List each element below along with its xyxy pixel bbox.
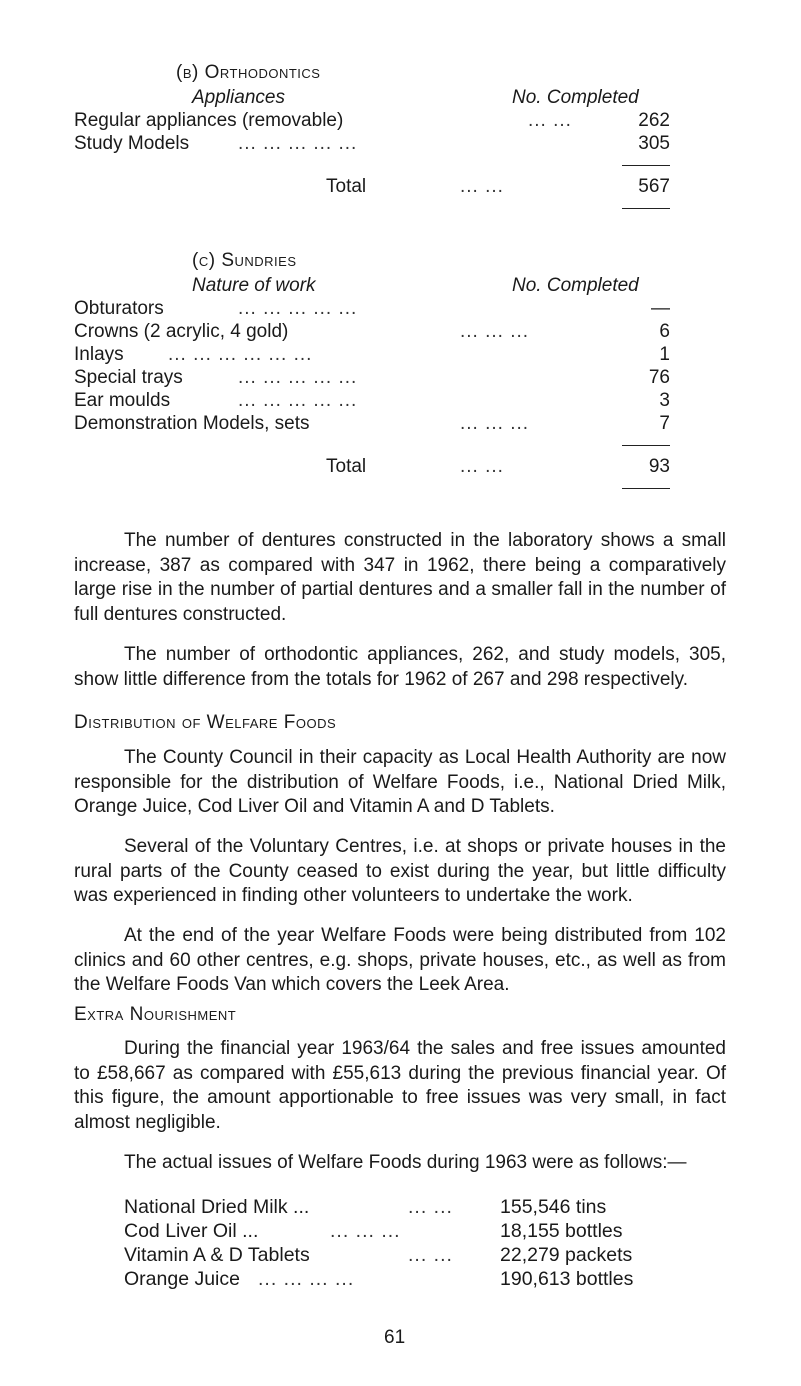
sundries-row-dots: ... ... ... ... ... bbox=[238, 298, 358, 319]
sundries-row-value: 3 bbox=[659, 390, 670, 411]
ortho-row-dots: ... ... ... ... ... bbox=[238, 133, 358, 154]
orthodontics-heading: (b) Orthodontics bbox=[176, 62, 321, 83]
ortho-total-rule-bottom bbox=[622, 208, 670, 209]
sundries-col-nature: Nature of work bbox=[192, 275, 316, 296]
sundries-row-dots: ... ... ... bbox=[460, 413, 530, 434]
issue-item: Vitamin A & D Tablets bbox=[124, 1244, 310, 1266]
paragraph-distribution-points: At the end of the year Welfare Foods were being distributed from 102 clinics and 60 other centres, e.g. shops, private houses, etc., as well as from the Welfare Foods Van which covers the Leek Area. bbox=[74, 925, 726, 996]
paragraph-financial-year: During the financial year 1963/64 the sales and free issues amounted to £58,667 as compared with £55,613 during the previous financial year. Of this figure, the amount apportionable to free issues was very small, in fact almost negligible. bbox=[74, 1038, 726, 1133]
sundries-row-label: Ear moulds bbox=[74, 390, 171, 411]
issue-amount: 155,546 tins bbox=[500, 1196, 607, 1218]
orthodontics-col-appliances: Appliances bbox=[192, 87, 285, 108]
sundries-col-completed: No. Completed bbox=[512, 275, 639, 296]
issue-item: National Dried Milk ... bbox=[124, 1196, 310, 1218]
paragraph-actual-issues: The actual issues of Welfare Foods during 1963 were as follows:— bbox=[124, 1152, 687, 1173]
sundries-total-dots: ... ... bbox=[460, 456, 504, 477]
issue-item: Cod Liver Oil ... bbox=[124, 1220, 259, 1242]
sundries-total-value: 93 bbox=[648, 456, 670, 477]
ortho-total-rule-top bbox=[622, 165, 670, 166]
sundries-row-label: Obturators bbox=[74, 298, 164, 319]
ortho-row-label: Regular appliances (removable) bbox=[74, 110, 344, 131]
issue-amount: 18,155 bottles bbox=[500, 1220, 623, 1242]
page-number: 61 bbox=[384, 1327, 406, 1348]
issue-amount: 190,613 bottles bbox=[500, 1268, 634, 1290]
issue-dots: ... ... ... bbox=[330, 1220, 401, 1242]
ortho-row-dots: ... ... bbox=[528, 110, 572, 131]
issue-dots: ... ... bbox=[408, 1244, 453, 1266]
sundries-heading: (c) Sundries bbox=[192, 250, 297, 271]
ortho-total-value: 567 bbox=[638, 176, 670, 197]
sundries-row-value: 6 bbox=[659, 321, 670, 342]
sundries-row-dots: ... ... ... bbox=[460, 321, 530, 342]
section-heading-extra-nourishment: Extra Nourishment bbox=[74, 1004, 237, 1025]
sundries-row-value: — bbox=[651, 298, 670, 319]
ortho-total-label: Total bbox=[326, 176, 367, 197]
paragraph-dentures: The number of dentures constructed in the laboratory shows a small increase, 387 as compared with 347 in 1962, there being a comparatively large rise in the number of partial dentures and a smaller fall in the number of full dentures constructed. bbox=[74, 530, 726, 625]
paragraph-county-council: The County Council in their capacity as Local Health Authority are now responsible for the distribution of Welfare Foods, i.e., National Dried Milk, Orange Juice, Cod Liver Oil and Vitamin A and D Tablets. bbox=[74, 747, 726, 818]
sundries-total-rule-top bbox=[622, 445, 670, 446]
sundries-row-dots: ... ... ... ... ... ... bbox=[168, 344, 313, 365]
section-heading-welfare-foods: Distribution of Welfare Foods bbox=[74, 712, 337, 733]
sundries-row-value: 7 bbox=[659, 413, 670, 434]
sundries-row-dots: ... ... ... ... ... bbox=[238, 390, 358, 411]
paragraph-orthodontic-appliances: The number of orthodontic appliances, 262, and study models, 305, show little difference from the totals for 1962 of 267 and 298 respectively. bbox=[74, 644, 726, 690]
sundries-row-label: Inlays bbox=[74, 344, 124, 365]
issue-dots: ... ... bbox=[408, 1196, 453, 1218]
orthodontics-col-completed: No. Completed bbox=[512, 87, 639, 108]
sundries-total-label: Total bbox=[326, 456, 367, 477]
ortho-row-value: 262 bbox=[638, 110, 670, 131]
paragraph-voluntary-centres: Several of the Voluntary Centres, i.e. at shops or private houses in the rural parts of the County ceased to exist during the year, but little difficulty was experienced in finding other volunteers to undertake the work. bbox=[74, 836, 726, 907]
sundries-row-value: 76 bbox=[648, 367, 670, 388]
issue-dots: ... ... ... ... bbox=[258, 1268, 355, 1290]
issue-amount: 22,279 packets bbox=[500, 1244, 633, 1266]
sundries-row-label: Special trays bbox=[74, 367, 183, 388]
sundries-total-rule-bottom bbox=[622, 488, 670, 489]
sundries-row-dots: ... ... ... ... ... bbox=[238, 367, 358, 388]
ortho-row-value: 305 bbox=[638, 133, 670, 154]
ortho-row-label: Study Models bbox=[74, 133, 190, 154]
sundries-row-label: Crowns (2 acrylic, 4 gold) bbox=[74, 321, 289, 342]
issue-item: Orange Juice bbox=[124, 1268, 240, 1290]
sundries-row-value: 1 bbox=[659, 344, 670, 365]
ortho-total-dots: ... ... bbox=[460, 176, 504, 197]
sundries-row-label: Demonstration Models, sets bbox=[74, 413, 310, 434]
